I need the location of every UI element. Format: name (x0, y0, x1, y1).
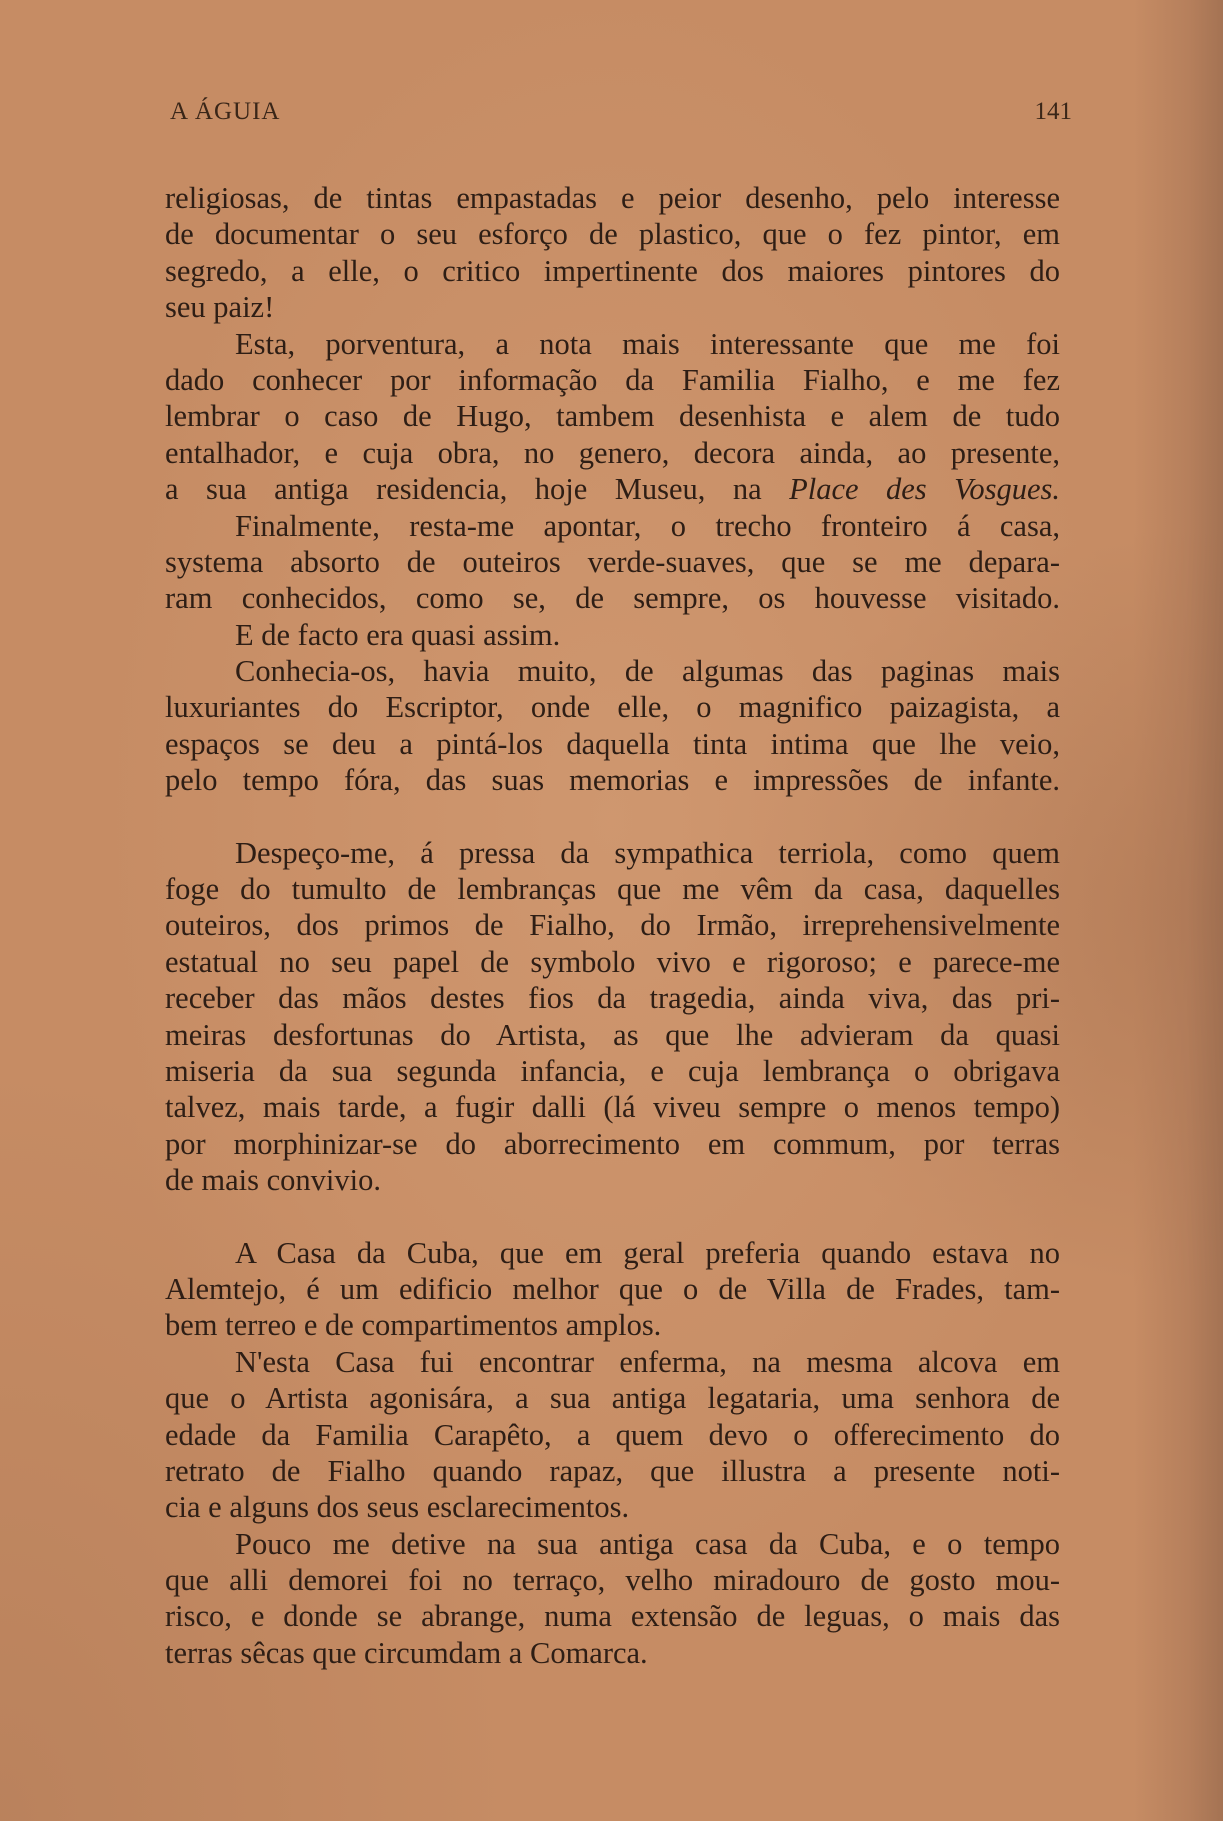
text-line: Despeço-me, á pressa da sympathica terriola, como quem (235, 835, 1060, 870)
text-line: Finalmente, resta-me apontar, o trecho fronteiro á casa, (235, 508, 1060, 543)
text-line: que alli demorei foi no terraço, velho miradouro de gosto mou- (165, 1563, 1060, 1598)
text-line: systema absorto de outeiros verde-suaves, que se me depara- (165, 544, 1060, 579)
text-line: estatual no seu papel de symbolo vivo e rigoroso; e parece-me (165, 944, 1060, 979)
italic-place-name: Place des Vosgues. (789, 472, 1060, 507)
text-line: A Casa da Cuba, que em geral preferia quando estava no (235, 1235, 1060, 1270)
page-header (170, 98, 1072, 138)
text-line: retrato de Fialho quando rapaz, que illustra a presente noti- (165, 1453, 1060, 1488)
text-line: miseria da sua segunda infancia, e cuja lembrança o obrigava (165, 1053, 1060, 1088)
text-line: Esta, porventura, a nota mais interessante que me foi (235, 326, 1060, 361)
text-line: ram conhecidos, como se, de sempre, os houvesse visitado. (165, 581, 1060, 616)
text-line: luxuriantes do Escriptor, onde elle, o magnifico paizagista, a (165, 690, 1060, 725)
text-line: terras sêcas que circumdam a Comarca. (165, 1635, 648, 1670)
text-segment: a sua antiga residencia, hoje Museu, na (165, 472, 762, 507)
text-line: religiosas, de tintas empastadas e peior desenho, pelo interesse (165, 181, 1060, 215)
text-line: segredo, a elle, o critico impertinente dos maiores pintores do (165, 253, 1060, 288)
text-line: bem terreo e de compartimentos amplos. (165, 1308, 662, 1343)
text-line: N'esta Casa fui encontrar enferma, na mesma alcova em (235, 1344, 1060, 1379)
text-line: meiras desfortunas do Artista, as que lhe advieram da quasi (165, 1017, 1060, 1052)
section-break (165, 1199, 1060, 1235)
text-line: lembrar o caso de Hugo, tambem desenhista e alem de tudo (165, 399, 1060, 434)
text-line: E de facto era quasi assim. (235, 617, 561, 652)
text-line: cia e alguns dos seus esclarecimentos. (165, 1490, 630, 1525)
text-line: entalhador, e cuja obra, no genero, decora ainda, ao presente, (165, 435, 1060, 470)
text-line: talvez, mais tarde, a fugir dalli (lá viveu sempre o menos tempo) (165, 1090, 1060, 1125)
text-line: Alemtejo, é um edificio melhor que o de Villa de Frades, tam- (165, 1271, 1060, 1306)
text-line: foge do tumulto de lembranças que me vêm da casa, daquelles (165, 872, 1060, 907)
text-line: de mais convivio. (165, 1163, 382, 1198)
running-title: A ÁGUIA (170, 98, 281, 125)
text-line: dado conhecer por informação da Familia Fialho, e me fez (165, 362, 1060, 397)
text-line: por morphinizar-se do aborrecimento em commum, por terras (165, 1126, 1060, 1161)
body-text (165, 180, 1060, 1671)
page-number: 141 (1034, 98, 1072, 125)
text-line: outeiros, dos primos de Fialho, do Irmão, irreprehensivelmente (165, 908, 1060, 943)
text-line: pelo tempo fóra, das suas memorias e impressões de infante. (165, 763, 1060, 798)
text-line-with-italic (165, 471, 1060, 507)
text-line: que o Artista agonisára, a sua antiga legataria, uma senhora de (165, 1381, 1060, 1416)
text-line: de documentar o seu esforço de plastico, que o fez pintor, em (165, 217, 1060, 252)
text-line: receber das mãos destes fios da tragedia, ainda viva, das pri- (165, 981, 1060, 1016)
text-line: edade da Familia Carapêto, a quem devo o offerecimento do (165, 1417, 1060, 1452)
text-line: espaços se deu a pintá-los daquella tinta intima que lhe veio, (165, 726, 1060, 761)
text-line: risco, e donde se abrange, numa extensão de leguas, o mais das (165, 1599, 1060, 1634)
page-edge-shadow (1133, 0, 1223, 1821)
text-line: Conhecia-os, havia muito, de algumas das paginas mais (235, 654, 1060, 689)
text-line: Pouco me detive na sua antiga casa da Cuba, e o tempo (235, 1526, 1060, 1561)
section-break (165, 799, 1060, 835)
text-line: seu paiz! (165, 290, 275, 325)
